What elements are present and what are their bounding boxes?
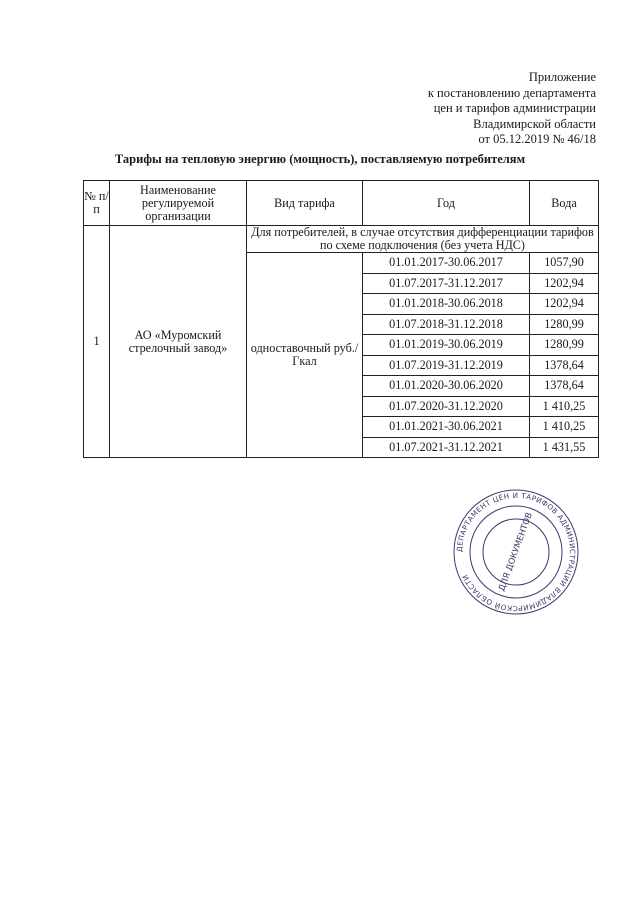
appendix-line: к постановлению департамента bbox=[427, 85, 596, 100]
column-header-tariff-type: Вид тарифа bbox=[247, 181, 363, 226]
period-cell: 01.07.2020-31.12.2020 bbox=[363, 396, 530, 417]
period-cell: 01.01.2017-30.06.2017 bbox=[363, 253, 530, 274]
tariff-table bbox=[83, 180, 599, 458]
value-cell: 1 410,25 bbox=[530, 396, 599, 417]
tariff-type-cell: одноставочный руб./Гкал bbox=[247, 253, 363, 458]
appendix-line: Приложение bbox=[528, 70, 596, 84]
period-cell: 01.01.2020-30.06.2020 bbox=[363, 376, 530, 397]
period-cell: 01.07.2021-31.12.2021 bbox=[363, 437, 530, 458]
appendix-line: цен и тарифов администрации bbox=[433, 101, 596, 116]
stamp-inner-text: ДЛЯ ДОКУМЕНТОВ bbox=[497, 511, 535, 593]
appendix-line: от 05.12.2019 № 46/18 bbox=[478, 132, 596, 147]
table-row bbox=[84, 226, 599, 253]
value-cell: 1378,64 bbox=[530, 376, 599, 397]
value-cell: 1 431,55 bbox=[530, 437, 599, 458]
value-cell: 1280,99 bbox=[530, 335, 599, 356]
value-cell: 1 410,25 bbox=[530, 417, 599, 438]
document-title: Тарифы на тепловую энергию (мощность), поставляемую потребителям bbox=[114, 152, 526, 166]
column-header-water: Вода bbox=[530, 181, 599, 226]
official-stamp-seal bbox=[452, 488, 580, 616]
period-cell: 01.07.2019-31.12.2019 bbox=[363, 355, 530, 376]
column-header-number: № п/п bbox=[84, 181, 110, 226]
period-cell: 01.07.2018-31.12.2018 bbox=[363, 314, 530, 335]
period-cell: 01.01.2019-30.06.2019 bbox=[363, 335, 530, 356]
value-cell: 1280,99 bbox=[530, 314, 599, 335]
value-cell: 1378,64 bbox=[530, 355, 599, 376]
group-header-cell: Для потребителей, в случае отсутствия дифференциации тарифов по схеме подключения (без учета НДС) bbox=[247, 226, 599, 253]
column-header-year: Год bbox=[363, 181, 530, 226]
period-cell: 01.01.2021-30.06.2021 bbox=[363, 417, 530, 438]
column-header-organization: Наименование регулируемой организации bbox=[110, 181, 247, 226]
appendix-line: Владимирской области bbox=[473, 116, 596, 131]
value-cell: 1057,90 bbox=[530, 253, 599, 274]
value-cell: 1202,94 bbox=[530, 273, 599, 294]
organization-cell: АО «Муромский стрелочный завод» bbox=[110, 226, 247, 458]
appendix-header bbox=[428, 70, 596, 148]
period-cell: 01.01.2018-30.06.2018 bbox=[363, 294, 530, 315]
row-number-cell: 1 bbox=[84, 226, 110, 458]
period-cell: 01.07.2017-31.12.2017 bbox=[363, 273, 530, 294]
stamp-outer-text: ДЕПАРТАМЕНТ ЦЕН И ТАРИФОВ АДМИНИСТРАЦИИ ВЛАДИМИРСКОЙ ОБЛАСТИ bbox=[454, 490, 578, 614]
value-cell: 1202,94 bbox=[530, 294, 599, 315]
